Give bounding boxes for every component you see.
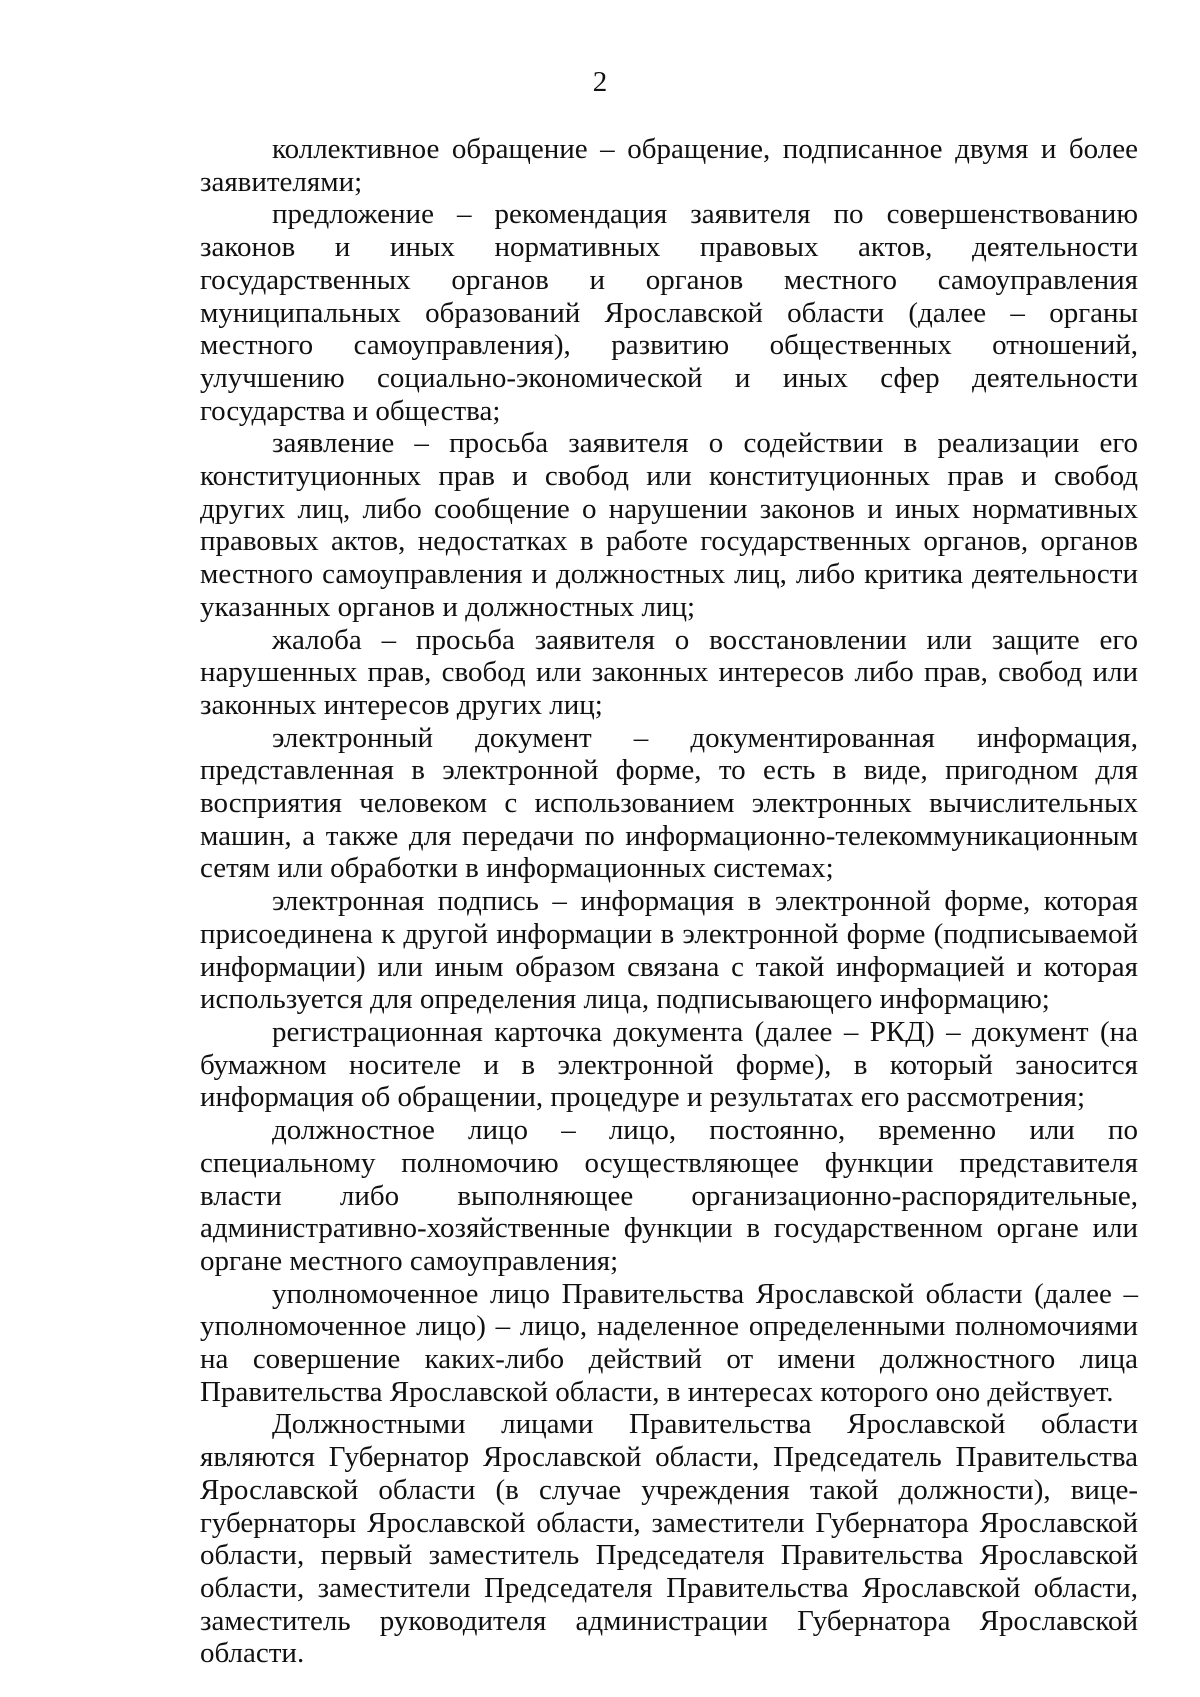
definition-proposal: предложение – рекомендация заявителя по совершенствованию законов и иных нормативных правовых актов, деятельности государственных органов и органов местного самоуправления муниципальных образований Ярославской области (далее – органы местного самоуправления), развитию общественных отношений, улучшению социально-экономической и иных сфер деятельности государства и общества; xyxy=(200,198,1138,427)
officials-list-paragraph: Должностными лицами Правительства Ярославской области являются Губернатор Ярославской области, Председатель Правительства Ярославской области (в случае учреждения такой должности), вице-губернаторы Ярославской области, заместители Губернатора Ярославской области, первый заместитель Председателя Правительства Ярославской области, заместители Председателя Правительства Ярославской области, заместитель руководителя администрации Губернатора Ярославской области. xyxy=(200,1408,1138,1670)
definition-registration-card: регистрационная карточка документа (далее – РКД) – документ (на бумажном носителе и в электронной форме), в который заносится информация об обращении, процедуре и результатах его рассмотрения; xyxy=(200,1015,1138,1114)
definition-complaint: жалоба – просьба заявителя о восстановлении или защите его нарушенных прав, свобод или законных интересов либо прав, свобод или законных интересов других лиц; xyxy=(200,623,1138,721)
definition-collective-appeal: коллективное обращение – обращение, подписанное двумя и более заявителями; xyxy=(200,133,1138,198)
definition-official: должностное лицо – лицо, постоянно, временно или по специальному полномочию осуществляющее функции представителя власти либо выполняющее организационно-распорядительные, административно-хозяйственные функции в государственном органе или органе местного самоуправления; xyxy=(200,1114,1138,1277)
definition-electronic-signature: электронная подпись – информация в электронной форме, которая присоединена к другой информации в электронной форме (подписываемой информации) или иным образом связана с такой информацией и которая используется для определения лица, подписывающего информацию; xyxy=(200,885,1138,1016)
document-body xyxy=(200,133,1138,1670)
definition-application: заявление – просьба заявителя о содействии в реализации его конституционных прав и свобод или конституционных прав и свобод других лиц, либо сообщение о нарушении законов и иных нормативных правовых актов, недостатках в работе государственных органов, органов местного самоуправления и должностных лиц, либо критика деятельности указанных органов и должностных лиц; xyxy=(200,427,1138,623)
page-number: 2 xyxy=(592,66,608,98)
definition-authorized-person: уполномоченное лицо Правительства Ярославской области (далее – уполномоченное лицо) – лицо, наделенное определенными полномочиями на совершение каких-либо действий от имени должностного лица Правительства Ярославской области, в интересах которого оно действует. xyxy=(200,1277,1138,1408)
definition-electronic-document: электронный документ – документированная информация, представленная в электронной форме, то есть в виде, пригодном для восприятия человеком с использованием электронных вычислительных машин, а также для передачи по информационно-телекоммуникационным сетям или обработки в информационных системах; xyxy=(200,721,1138,885)
